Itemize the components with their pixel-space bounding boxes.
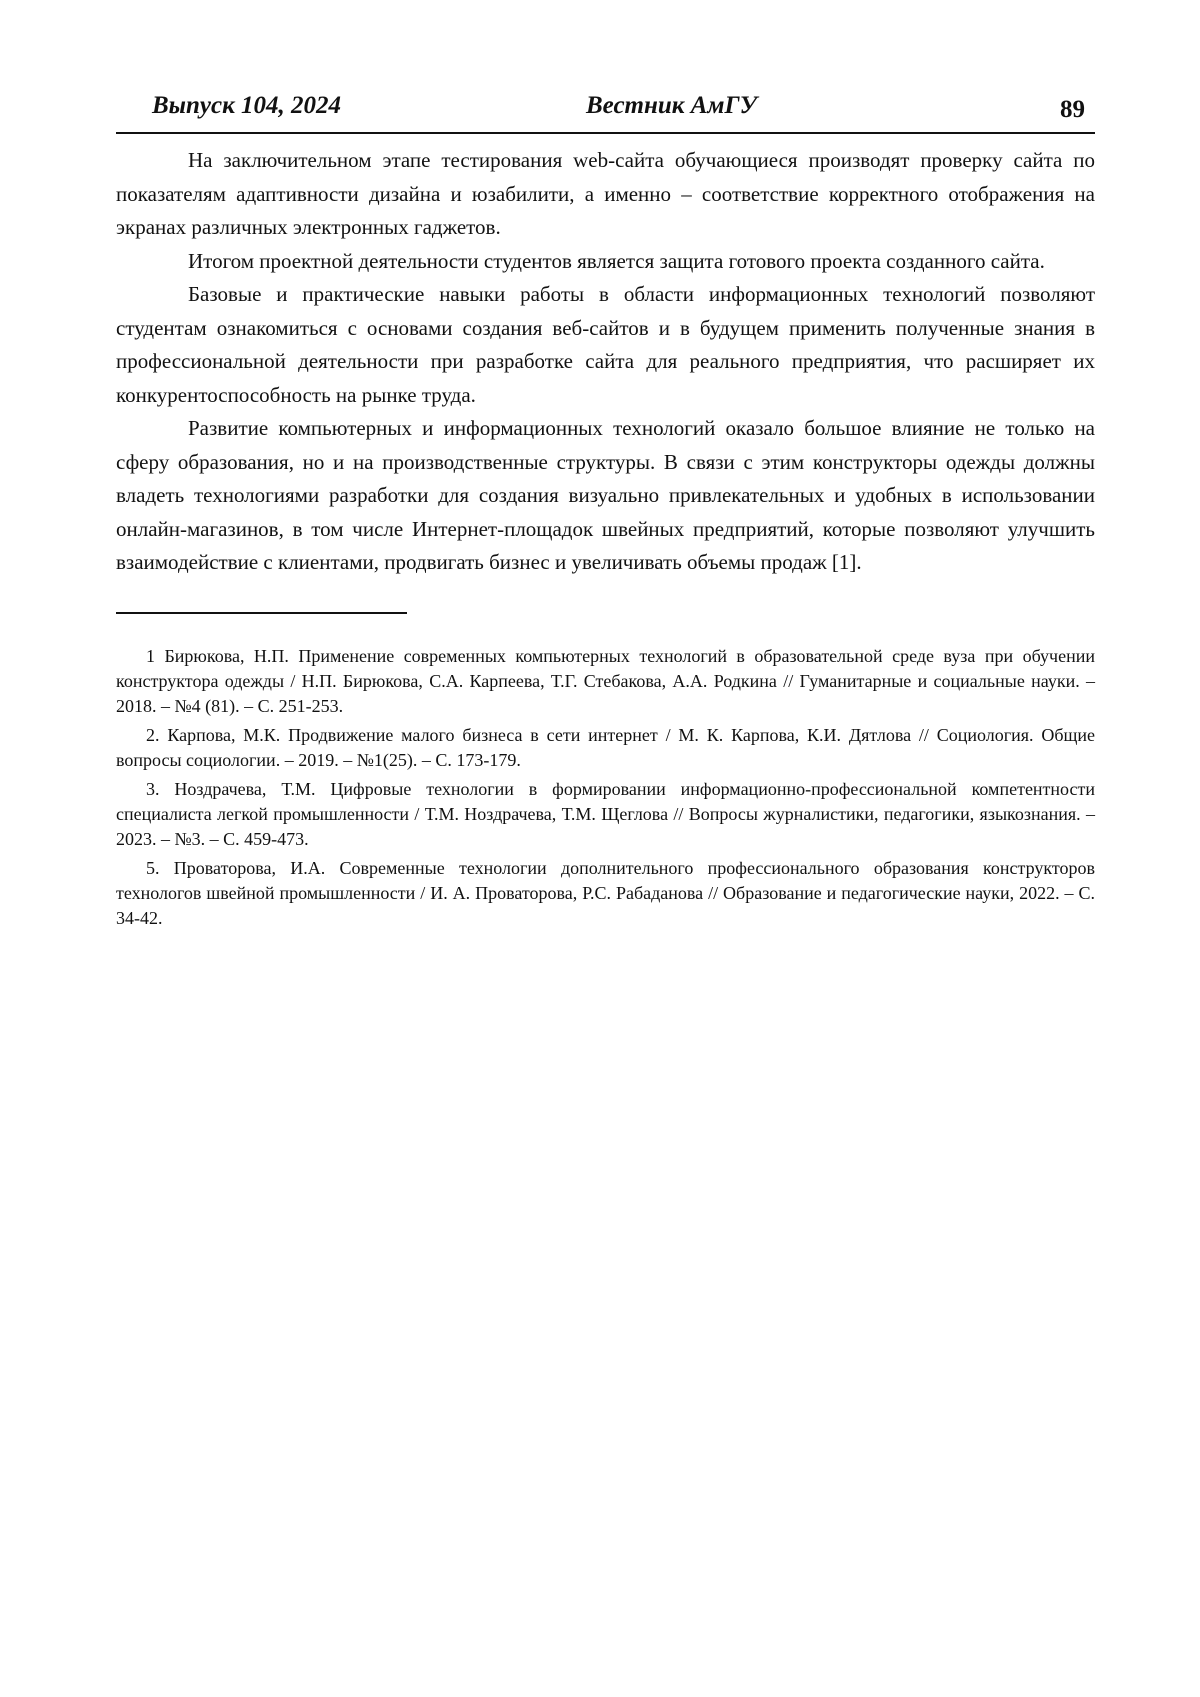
footnote-item: 5. Проваторова, И.А. Современные технологии дополнительного профессионального образования конструкторов технологов швейной промышленности / И. А. Проваторова, Р.С. Рабаданова // Образование и педагогические науки, 2022. – С. 34-42. bbox=[116, 856, 1095, 931]
footnote-item: 3. Ноздрачева, Т.М. Цифровые технологии в формировании информационно-профессиональной компетентности специалиста легкой промышленности / Т.М. Ноздрачева, Т.М. Щеглова // Вопросы журналистики, педагогики, языкознания. – 2023. – №3. – С. 459-473. bbox=[116, 777, 1095, 852]
footnote-item: 2. Карпова, М.К. Продвижение малого бизнеса в сети интернет / М. К. Карпова, К.И. Дятлова // Социология. Общие вопросы социологии. – 2019. – №1(25). – С. 173-179. bbox=[116, 723, 1095, 773]
issue-label: Выпуск 104, 2024 bbox=[152, 92, 341, 120]
paragraph: Итогом проектной деятельности студентов является защита готового проекта созданного сайта. bbox=[116, 245, 1095, 279]
paragraph: Развитие компьютерных и информационных технологий оказало большое влияние не только на сферу образования, но и на производственные структуры. В связи с этим конструкторы одежды должны владеть технологиями разработки для создания визуально привлекательных и удобных в использовании онлайн-магазинов, в том числе Интернет-площадок швейных предприятий, которые позволяют улучшить взаимодействие с клиентами, продвигать бизнес и увеличивать объемы продаж [1]. bbox=[116, 412, 1095, 580]
paragraph: Базовые и практические навыки работы в области информационных технологий позволяют студентам ознакомиться с основами создания веб-сайтов и в будущем применить полученные знания в профессиональной деятельности при разработке сайта для реального предприятия, что расширяет их конкурентоспособность на рынке труда. bbox=[116, 278, 1095, 412]
footnote-separator bbox=[116, 612, 407, 614]
running-header bbox=[116, 88, 1095, 134]
document-page bbox=[116, 88, 1095, 935]
paragraph: На заключительном этапе тестирования web-сайта обучающиеся производят проверку сайта по показателям адаптивности дизайна и юзабилити, а именно – соответствие корректного отображения на экранах различных электронных гаджетов. bbox=[116, 144, 1095, 245]
journal-title: Вестник АмГУ bbox=[586, 92, 757, 120]
footnote-item: 1 Бирюкова, Н.П. Применение современных компьютерных технологий в образовательной среде вуза при обучении конструктора одежды / Н.П. Бирюкова, С.А. Карпеева, Т.Г. Стебакова, А.А. Родкина // Гуманитарные и социальные науки. – 2018. – №4 (81). – С. 251-253. bbox=[116, 644, 1095, 719]
page-number: 89 bbox=[1060, 96, 1085, 124]
main-text bbox=[116, 144, 1095, 580]
footnotes bbox=[116, 644, 1095, 931]
